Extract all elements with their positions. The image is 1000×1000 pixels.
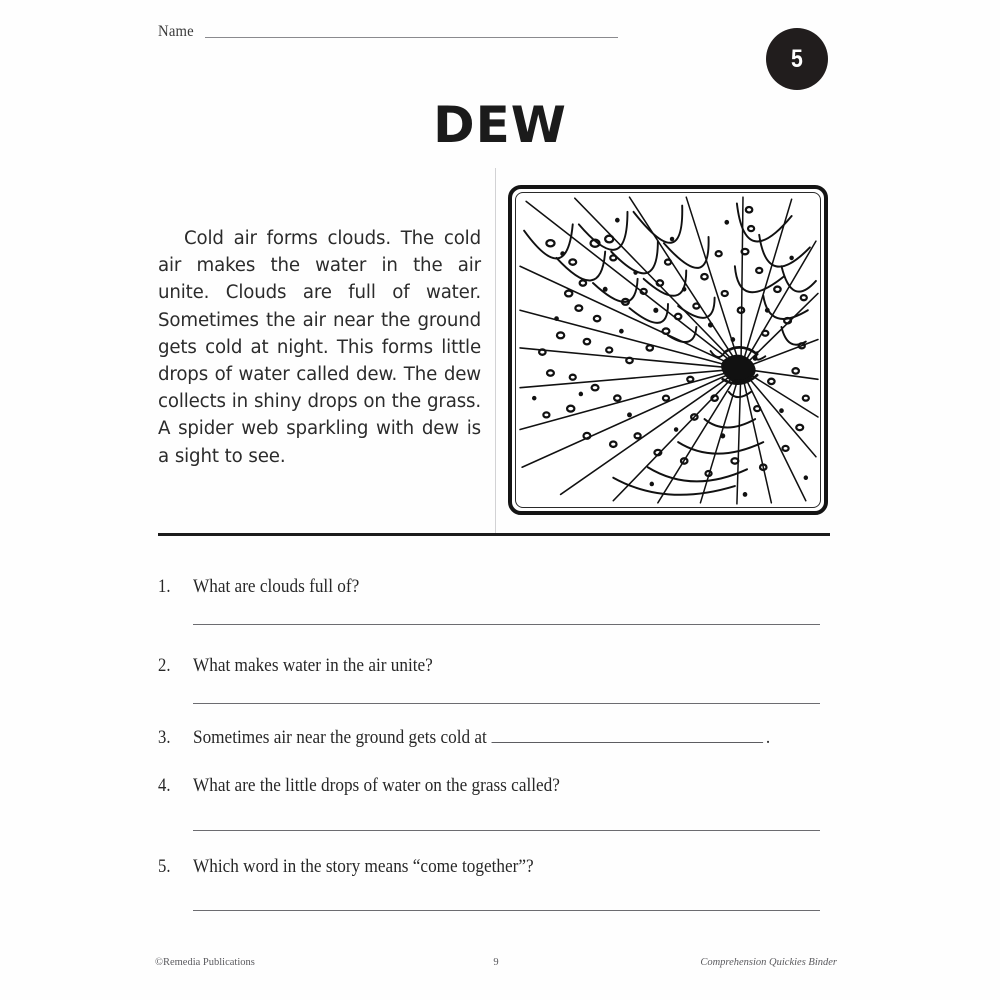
- question-text: What are clouds full of?: [193, 577, 360, 597]
- answer-write-in-line[interactable]: [193, 830, 820, 831]
- column-divider: [495, 168, 496, 533]
- answer-write-in-line[interactable]: [193, 624, 820, 625]
- inline-answer-blank[interactable]: [492, 729, 764, 743]
- question-text-after-blank: .: [765, 728, 771, 749]
- answer-write-in-line[interactable]: [193, 910, 820, 911]
- question-row: [158, 727, 830, 750]
- question-row: [158, 856, 830, 879]
- footer-page-number: 9: [493, 957, 499, 968]
- question-row: [158, 775, 830, 798]
- question-item-2: [158, 655, 830, 704]
- page-footer: [155, 957, 837, 968]
- section-divider-rule: [158, 533, 830, 536]
- footer-book-title: Comprehension Quickies Binder: [700, 957, 837, 968]
- question-number: 4.: [158, 776, 171, 797]
- question-text: What are the little drops of water on the grass called?: [193, 776, 560, 797]
- questions-list: [158, 576, 830, 911]
- story-paragraph: Cold air forms clouds. The cold air makes the water in the air unite. Clouds are full of water. Sometimes the air near the ground gets cold at night. This forms little drops of water called dew. The dew collects in shiny drops on the grass. A spider web sparkling with dew is a sight to see.: [158, 228, 481, 467]
- lesson-number-badge: [766, 28, 828, 90]
- question-text-before-blank: Sometimes air near the ground gets cold at: [193, 728, 487, 749]
- question-text: [193, 727, 785, 750]
- question-text: What makes water in the air unite?: [193, 656, 433, 677]
- question-item-5: [158, 856, 830, 911]
- question-item-4: [158, 775, 830, 830]
- answer-write-in-line[interactable]: [193, 703, 820, 704]
- question-row: [158, 576, 830, 599]
- footer-copyright: ©Remedia Publications: [155, 957, 255, 968]
- spider-web-icon: [516, 193, 820, 507]
- question-number: 3.: [158, 728, 171, 749]
- lesson-number-value: 5: [791, 44, 803, 73]
- question-text: Which word in the story means “come together”?: [193, 856, 534, 877]
- name-field-row: [158, 24, 618, 40]
- illustration-frame: [508, 185, 828, 515]
- question-number: 1.: [158, 577, 171, 597]
- question-number: 5.: [158, 856, 171, 877]
- name-label: Name: [158, 23, 194, 40]
- question-row: [158, 655, 830, 678]
- name-write-in-line[interactable]: [205, 37, 618, 38]
- question-item-3: [158, 727, 830, 750]
- illustration-inner-border: [515, 192, 821, 508]
- question-item-1: [158, 576, 830, 625]
- page-title: DEW: [433, 96, 567, 154]
- question-number: 2.: [158, 656, 171, 677]
